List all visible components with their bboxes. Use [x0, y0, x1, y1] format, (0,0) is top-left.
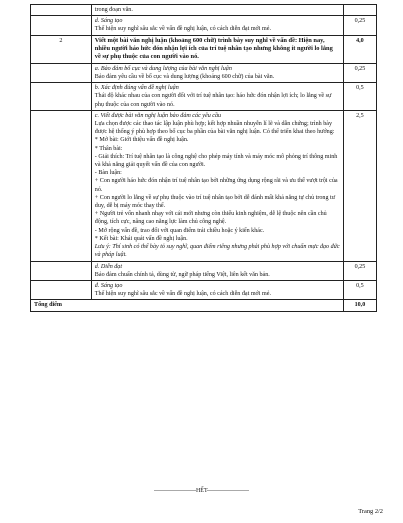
criterion-title: d. Sáng tạo	[94, 18, 123, 25]
note-line: Lưu ý: Thí sinh có thể bày tỏ suy nghĩ, quan điểm riêng nhưng phải phù hợp với chuẩn mực đạo đức và pháp luật.	[94, 244, 340, 259]
content-line: Thể hiện suy nghĩ sâu sắc về vấn đề nghị luận, có cách diễn đạt mới mẻ.	[94, 26, 271, 33]
question-number-cell: 2	[31, 35, 92, 63]
content-line: trong đoạn văn.	[94, 7, 133, 13]
table-row	[31, 16, 377, 35]
content-line: + Con người háo hức đón nhận trí tuệ nhân tạo bởi những ứng dụng rộng rãi và ưu thế vượt trội của nó.	[94, 178, 338, 193]
content-line: - Mở rộng vấn đề, trao đổi với quan điểm trái chiều hoặc ý kiến khác.	[94, 227, 265, 234]
question-prompt: Viết một bài văn nghị luận (khoảng 600 chữ) trình bày suy nghĩ về vấn đề: Hiện nay, nhiều người háo hức đón nhận lợi ích của trí tuệ nhân tạo nhưng không ít người lo lắng về sự phụ thuộc của con người vào nó.	[94, 36, 333, 61]
table-row	[31, 261, 377, 280]
content-cell	[91, 110, 343, 261]
scoring-table	[30, 4, 377, 312]
content-line: - Bàn luận:	[94, 170, 122, 177]
score-cell: 4,0	[343, 35, 376, 63]
content-line: + Người trẻ vốn nhanh nhạy với cái mới nhưng còn thiếu kinh nghiệm, dễ lệ thuộc nên cần chủ động, tích cực, nâng cao năng lực làm chủ công nghệ.	[94, 211, 327, 226]
score-cell: 0,25	[343, 63, 376, 82]
content-line: - Giải thích: Trí tuệ nhân tạo là công nghệ cho phép máy tính và máy móc mô phỏng trí thông minh và khả năng giải quyết vấn đề của con người.	[94, 153, 338, 169]
total-label: Tổng điểm	[31, 300, 344, 311]
table-row	[31, 110, 377, 261]
content-line: Lựa chọn được các thao tác lập luận phù hợp; kết hợp nhuần nhuyễn lí lẽ và dẫn chứng; trình bày được hệ thống ý phù hợp theo bố cục ba phần của bài văn nghị luận. Có thể triển khai theo hướng:	[94, 121, 335, 136]
table-row	[31, 5, 377, 16]
content-line: * Kết bài: Khái quát vấn đề nghị luận.	[94, 235, 188, 242]
end-marker: ---------------------HẾT---------------------	[153, 488, 250, 494]
content-cell	[91, 5, 343, 16]
question-number-cell	[31, 5, 92, 16]
score-cell: 0,25	[343, 16, 376, 35]
score-cell: 0,25	[343, 261, 376, 280]
criterion-title: b. Xác định đúng vấn đề nghị luận	[94, 85, 179, 92]
total-row	[31, 300, 377, 311]
table-row	[31, 63, 377, 82]
criterion-title: d. Diễn đạt	[94, 263, 123, 270]
content-cell	[91, 83, 343, 111]
table-row	[31, 35, 377, 63]
content-cell	[91, 63, 343, 82]
criterion-title: a. Bảo đảm bố cục và dung lượng của bài văn nghị luận	[94, 65, 232, 72]
content-line: Bảo đảm chuẩn chính tả, dùng từ, ngữ pháp tiếng Việt, liên kết văn bản.	[94, 271, 270, 278]
score-cell: 0,5	[343, 280, 376, 299]
score-cell	[343, 5, 376, 16]
content-cell	[91, 261, 343, 280]
criterion-title: đ. Sáng tạo	[94, 282, 123, 289]
content-line: * Mở bài: Giới thiệu vấn đề nghị luận.	[94, 137, 189, 144]
content-cell	[91, 35, 343, 63]
content-line: Thái độ khác nhau của con người đối với trí tuệ nhân tạo: háo hức đón nhận lợi ích; lo lắng về sự phụ thuộc của con người vào nó.	[94, 93, 332, 108]
table-row	[31, 280, 377, 299]
content-line: + Con người lo lắng về sự phụ thuộc vào trí tuệ nhân tạo bởi dễ đánh mất khả năng tự chủ trong tư duy, dễ bị máy móc thay thế.	[94, 194, 336, 210]
table-row	[31, 83, 377, 111]
total-score: 10,0	[343, 300, 376, 311]
content-line: * Thân bài:	[94, 145, 123, 152]
content-cell	[91, 16, 343, 35]
content-cell	[91, 280, 343, 299]
score-cell: 0,5	[343, 83, 376, 111]
content-line: Thể hiện suy nghĩ sâu sắc về vấn đề nghị luận, có cách diễn đạt mới mẻ.	[94, 291, 271, 298]
score-cell: 2,5	[343, 110, 376, 261]
criterion-title: c. Viết được bài văn nghị luận bảo đảm các yêu cầu	[94, 112, 222, 119]
content-line: Bảo đảm yêu cầu về bố cục và dung lượng (khoảng 600 chữ) của bài văn.	[94, 74, 275, 81]
page-number: Trang 2/2	[358, 508, 383, 515]
